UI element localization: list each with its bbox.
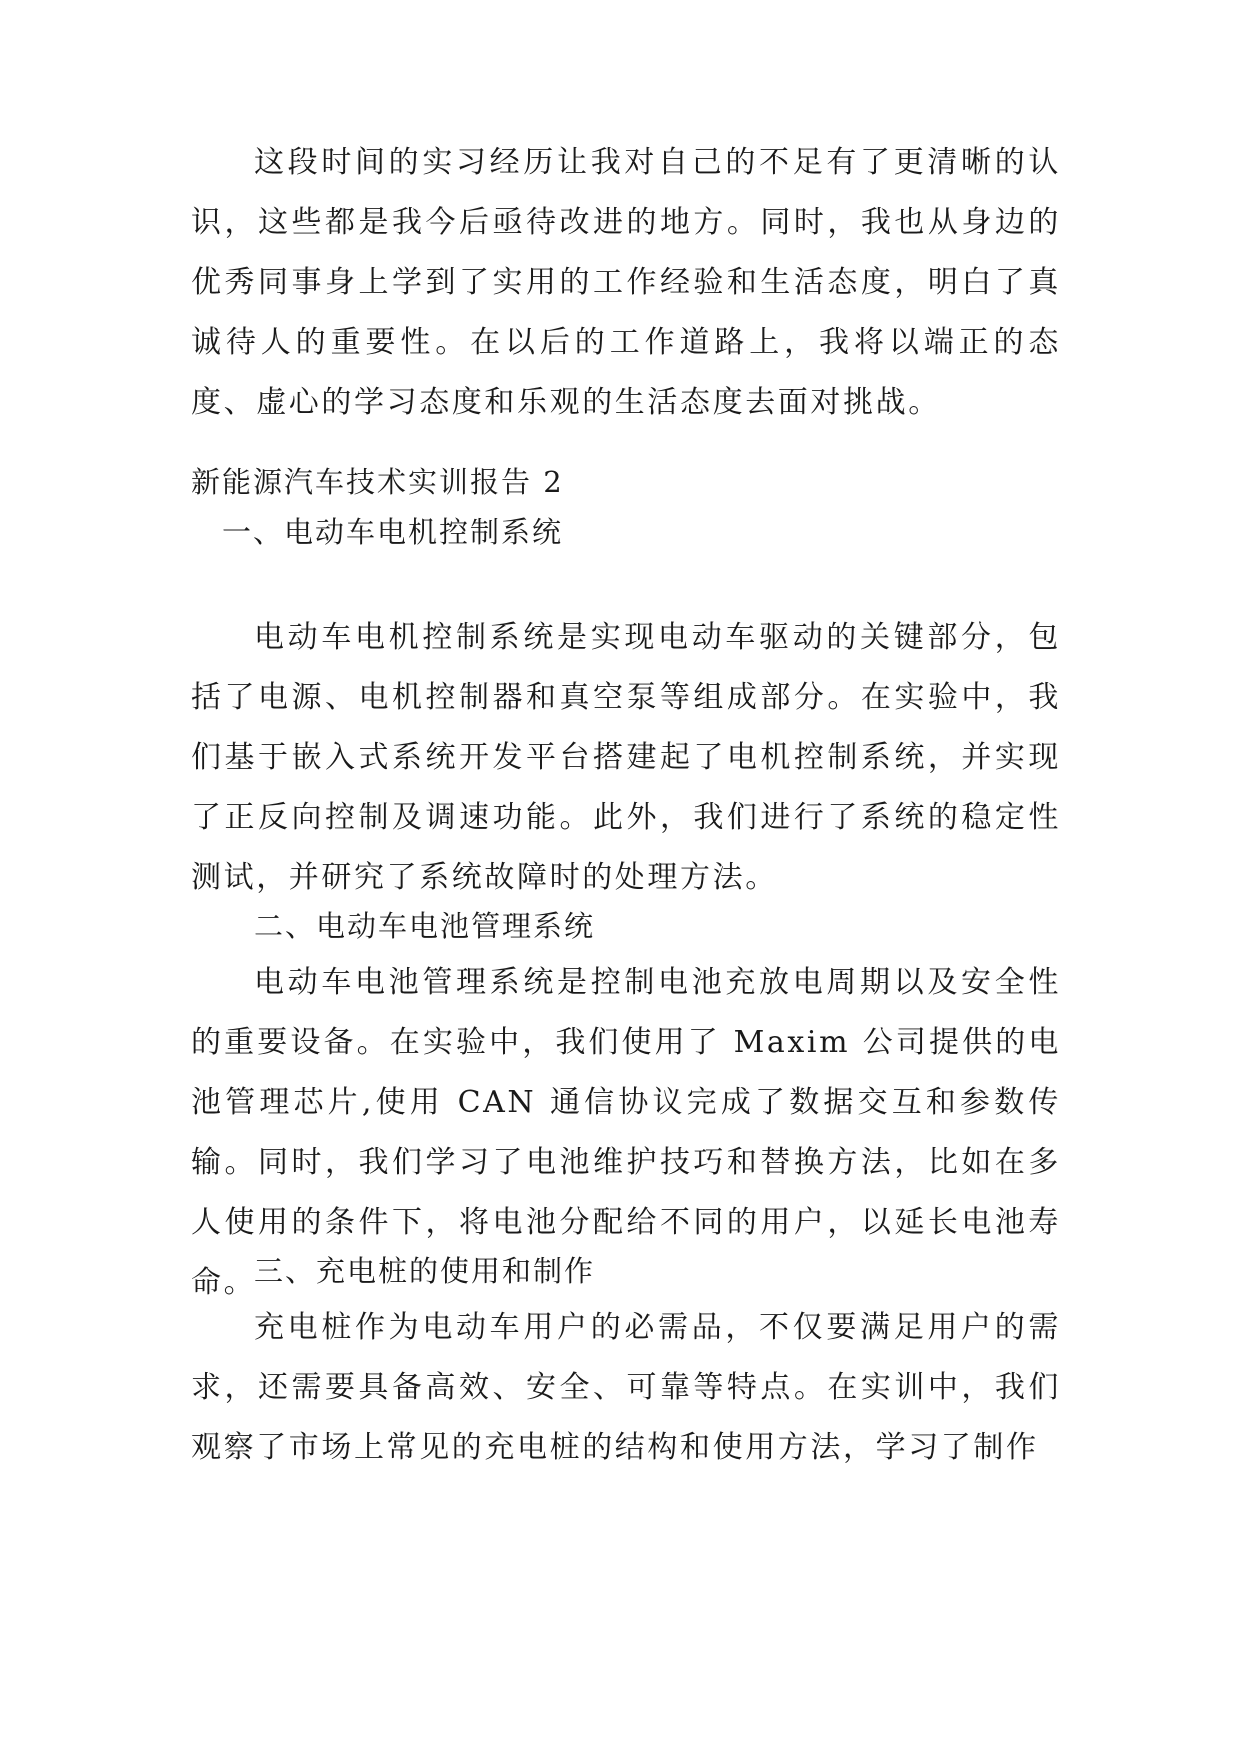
report-title: 新能源汽车技术实训报告 2 bbox=[191, 465, 564, 499]
section-1-body: 电动车电机控制系统是实现电动车驱动的关键部分，包括了电源、电机控制器和真空泵等组成部分。在实验中，我们基于嵌入式系统开发平台搭建起了电机控制系统，并实现了正反向控制及调速功能。此外，我们进行了系统的稳定性测试，并研究了系统故障时的处理方法。 bbox=[191, 620, 1061, 895]
section-2-body: 电动车电池管理系统是控制电池充放电周期以及安全性的重要设备。在实验中，我们使用了 Maxim 公司提供的电池管理芯片,使用 CAN 通信协议完成了数据交互和参数传输。同时，我们学习了电池维护技巧和替换方法，比如在多人使用的条件下，将电池分配给不同的用户，以延长电池寿命。 bbox=[191, 965, 1061, 1300]
section-2-heading: 二、电动车电池管理系统 bbox=[254, 909, 596, 943]
section-3-heading: 三、充电桩的使用和制作 bbox=[254, 1254, 596, 1288]
intro-paragraph: 这段时间的实习经历让我对自己的不足有了更清晰的认识，这些都是我今后亟待改进的地方。同时，我也从身边的优秀同事身上学到了实用的工作经验和生活态度，明白了真诚待人的重要性。在以后的工作道路上，我将以端正的态度、虚心的学习态度和乐观的生活态度去面对挑战。 bbox=[191, 145, 1061, 420]
section-1-heading: 一、电动车电机控制系统 bbox=[222, 515, 564, 549]
section-3-body: 充电桩作为电动车用户的必需品，不仅要满足用户的需求，还需要具备高效、安全、可靠等特点。在实训中，我们观察了市场上常见的充电桩的结构和使用方法，学习了制作 bbox=[191, 1310, 1061, 1465]
